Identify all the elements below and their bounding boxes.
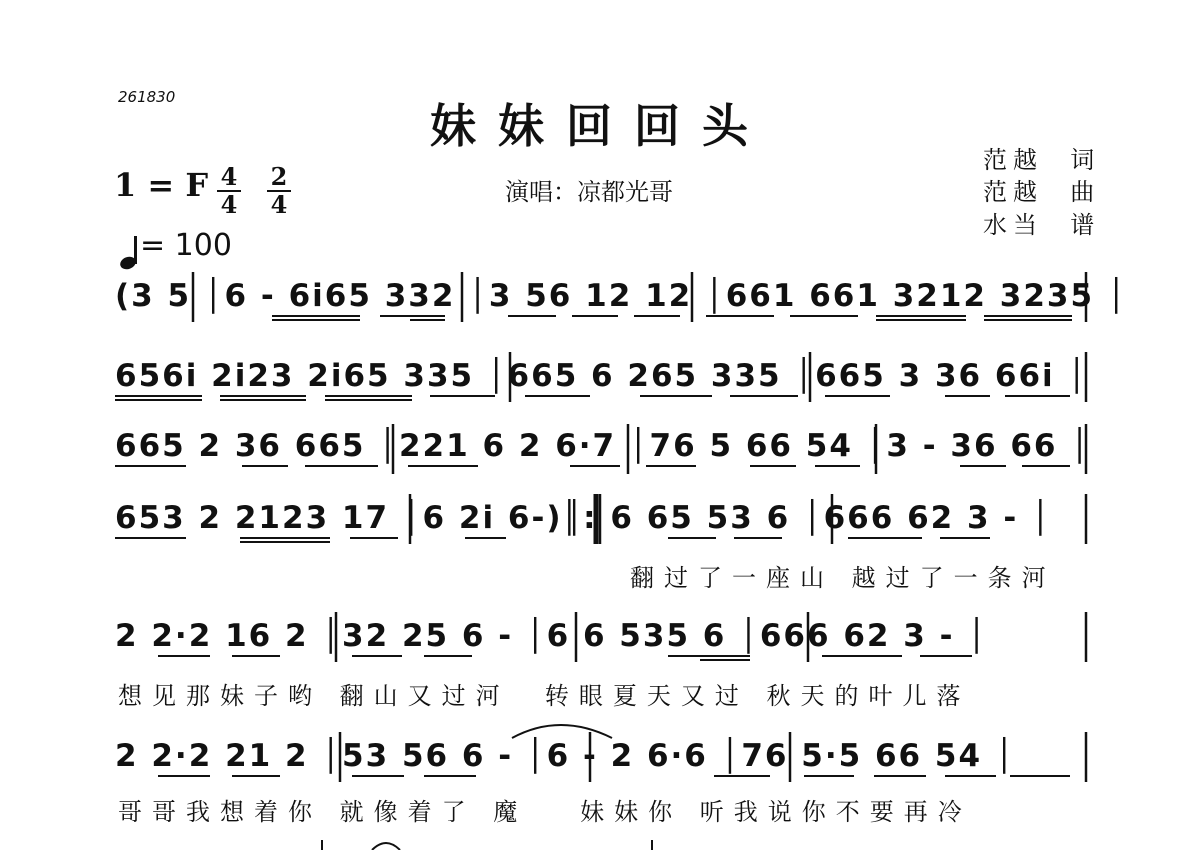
lyricist-credit: 范越 词 <box>983 146 1101 174</box>
time-sig-bottom: 4 <box>220 190 238 219</box>
lyric-line-1: 翻过了一座山 越过了一条河 <box>630 564 1056 592</box>
time-sig-top: 4 <box>220 162 238 191</box>
lyric-line-2: 想见那妹子哟 翻山又过河 转眼夏天又过 秋天的叶儿落 <box>118 682 971 710</box>
score-line-6: 2 2·2 21 2 │53 56 6 - │6 - 2 6·6 │76 5·5 66 54 │ <box>115 738 1016 774</box>
score-line-4: 653 2 2123 17 │6 2i 6-)║: 6 65 53 6 │666 62 3 - │ <box>115 500 1052 536</box>
score-line-2: 656i 2i23 2i65 335 │665 6 265 335 │665 3 36 66i │ <box>115 358 1089 394</box>
score-line-1: (3 5 │6 - 6i65 332 │3 56 12 12 │661 661 3212 3235 │ <box>115 278 1128 314</box>
lyric-line-3: 哥哥我想着你 就像着了 魔 妹妹你 听我说你不要再冷 <box>118 798 972 826</box>
composer-credit: 范越 曲 <box>983 178 1101 206</box>
score-id: 261830 <box>118 88 176 106</box>
time-sig-top: 2 <box>270 162 288 191</box>
page-title: 妹妹回回头 <box>430 99 770 153</box>
transcriber-credit: 水当 谱 <box>983 211 1101 239</box>
tempo-marking: = 100 <box>140 228 232 263</box>
score-line-3: 665 2 36 665 │221 6 2 6·7 │76 5 66 54 │3 - 36 66 │ <box>115 428 1091 464</box>
time-sig-bottom: 4 <box>270 190 288 219</box>
key-signature: 1 = F <box>114 166 209 204</box>
performer-credit: 演唱：凉都光哥 <box>505 178 673 206</box>
score-line-5: 2 2·2 16 2 │32 25 6 - │6 6 535 6 │666 62 3 - │ <box>115 618 988 654</box>
